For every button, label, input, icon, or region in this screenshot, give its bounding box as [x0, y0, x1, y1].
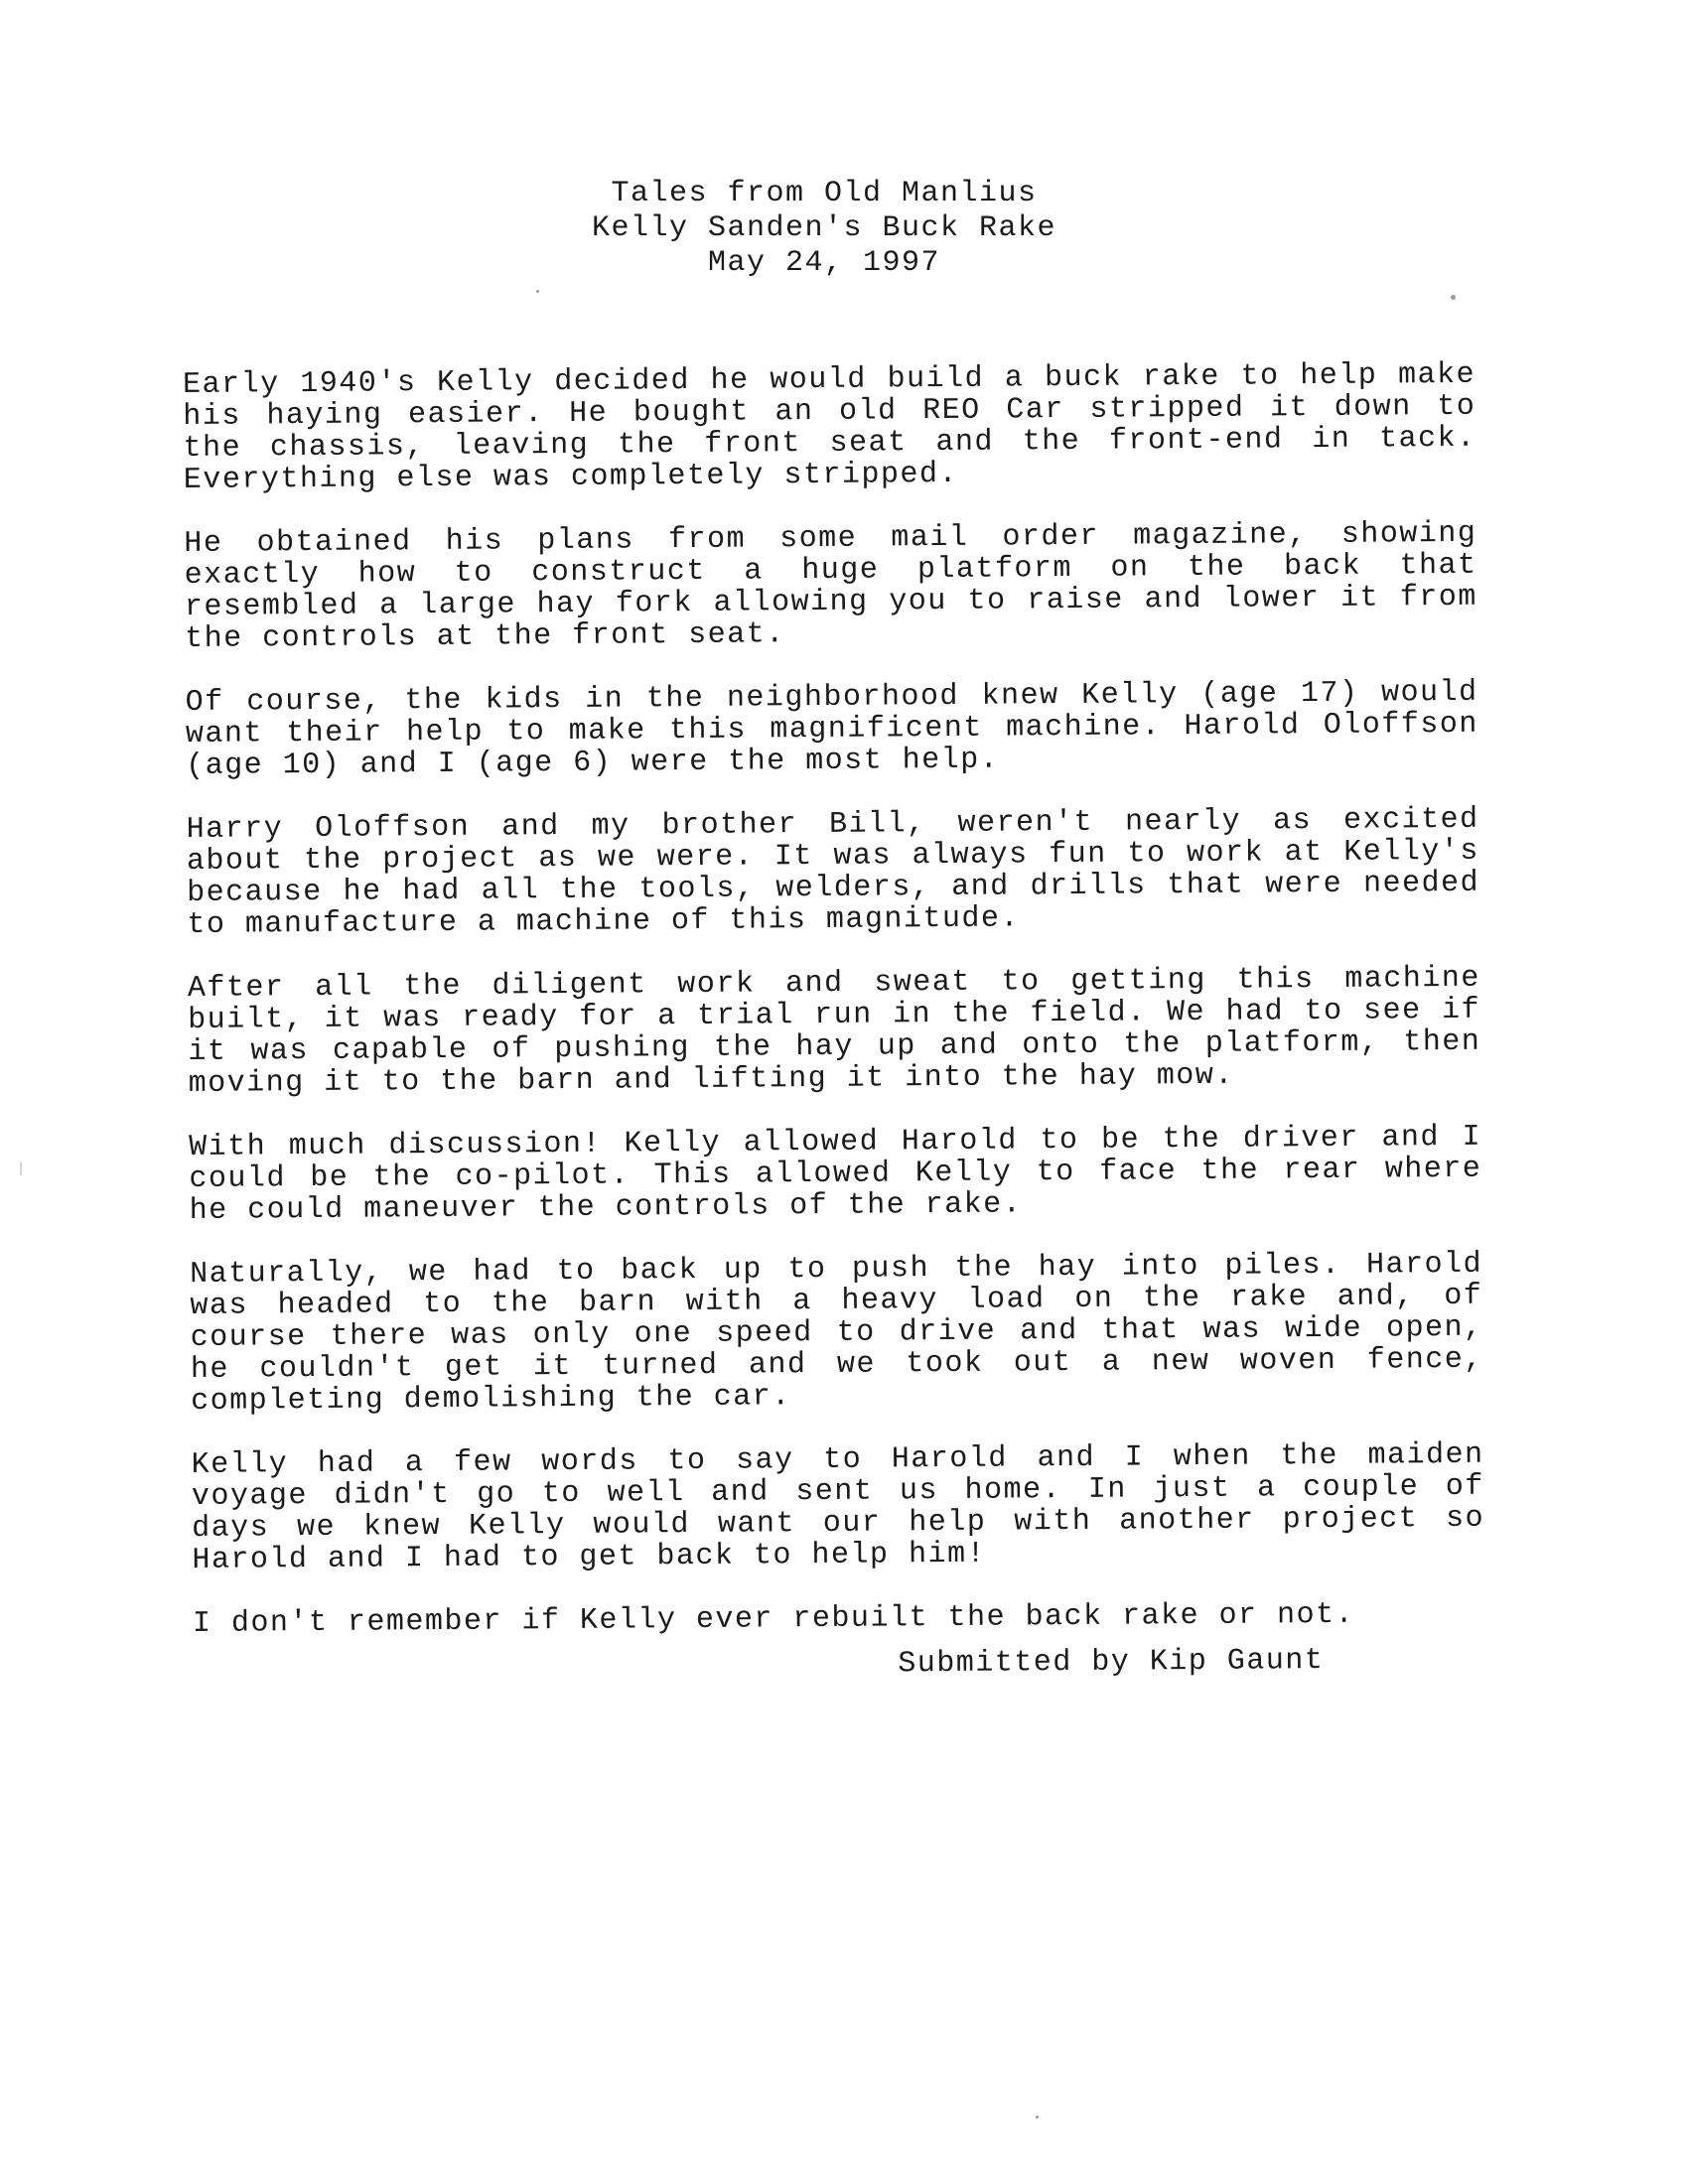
- scan-speck: [20, 1161, 22, 1175]
- document-header: [0, 177, 1648, 281]
- scan-speck: [536, 290, 539, 293]
- paragraph: After all the diligent work and sweat to getting this machine built, it was ready for a trial run in the field. We had to see if it was capable of pushing the hay up and onto the platform, then moving it to the barn and lifting it into the hay mow.: [187, 961, 1481, 1101]
- story-body: [183, 359, 1485, 1686]
- scan-speck: [1036, 2116, 1039, 2118]
- paragraph: Early 1940's Kelly decided he would build a buck rake to help make his haying easier. He bought an old REO Car stripped it down to the chassis, leaving the front seat and the front-end in tack. Everything else was completely stripped.: [182, 357, 1476, 497]
- paragraph: With much discussion! Kelly allowed Harold to be the driver and I could be the co-pilot. This allowed Kelly to face the rear where he could maneuver the controls of the rake.: [189, 1120, 1482, 1228]
- paragraph: He obtained his plans from some mail order magazine, showing exactly how to construct a huge platform on the back that resembled a large hay fork allowing you to raise and lower it from the controls at the front seat.: [184, 516, 1477, 656]
- scan-speck: [1451, 295, 1456, 300]
- paragraph: Kelly had a few words to say to Harold and I when the maiden voyage didn't go to well and sent us home. In just a couple of days we knew Kelly would want our help with another project so Harold and I had to get back to help him!: [191, 1437, 1485, 1577]
- paragraph: Harry Oloffson and my brother Bill, weren't nearly as excited about the project as we were. It was always fun to work at Kelly's because he had all the tools, welders, and drills that were needed to manufacture a machine of this magnitude.: [186, 802, 1480, 942]
- series-title: Tales from Old Manlius: [611, 177, 1038, 210]
- paragraph: I don't remember if Kelly ever rebuilt the back rake or not.: [192, 1597, 1355, 1641]
- signoff: Submitted by Kip Gaunt: [898, 1644, 1325, 1682]
- story-date: May 24, 1997: [707, 246, 941, 280]
- story-title: Kelly Sanden's Buck Rake: [591, 211, 1057, 245]
- paragraph: Naturally, we had to back up to push the hay into piles. Harold was headed to the barn with a heavy load on the rake and, of course there was only one speed to drive and that was wide open, he couldn't get it turned and we took out a new woven fence, completing demolishing the car.: [190, 1247, 1484, 1419]
- paragraph: Of course, the kids in the neighborhood knew Kelly (age 17) would want their help to make this magnificent machine. Harold Oloffson (age 10) and I (age 6) were the most help.: [185, 675, 1478, 783]
